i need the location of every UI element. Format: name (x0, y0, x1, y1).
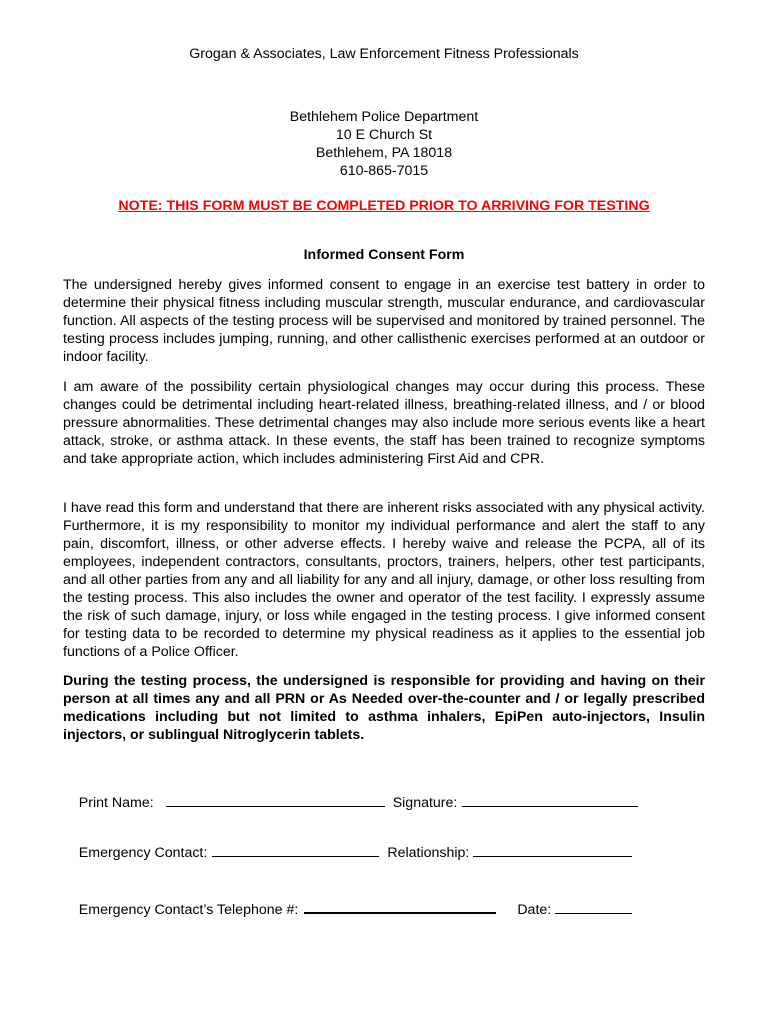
address-line: Bethlehem, PA 18018 (315, 145, 453, 161)
organization-name: Grogan & Associates, Law Enforcement Fitness Professionals (189, 46, 579, 62)
address-line: Bethlehem Police Department (289, 109, 479, 125)
name-signature-row (63, 774, 638, 830)
form-title: Informed Consent Form (303, 247, 465, 263)
date-field[interactable] (555, 899, 632, 914)
risk-paragraph: I am aware of the possibility certain physiological changes may occur during this process. These changes could be detrimental including heart-related illness, breathing-related illness, and / or blood pressure abnormalities. These detrimental changes may also include more serious events like a heart attack, stroke, or asthma attack. In these events, the staff has been trained to recognize symptoms and take appropriate action, which includes administering First Aid and CPR. (63, 379, 705, 467)
date-label: Date: (517, 902, 552, 918)
department-address (0, 108, 768, 180)
completion-note: NOTE: THIS FORM MUST BE COMPLETED PRIOR TO ARRIVING FOR TESTING (118, 198, 650, 214)
relationship-field[interactable] (473, 842, 632, 857)
medication-paragraph: During the testing process, the undersigned is responsible for providing and having on their person at all times any and all PRN or As Needed over-the-counter and / or legally prescribed medications including but not limited to asthma inhalers, EpiPen auto-injectors, Insulin injectors, or sublingual Nitroglycerin tablets. (63, 673, 705, 743)
address-line: 610-865-7015 (339, 163, 429, 179)
signature-field[interactable] (462, 792, 638, 807)
emergency-contact-label: Emergency Contact: (78, 845, 208, 861)
emergency-phone-row (63, 880, 632, 937)
print-name-label: Print Name: (78, 795, 154, 811)
relationship-label: Relationship: (387, 845, 470, 861)
waiver-paragraph: I have read this form and understand that there are inherent risks associated with any physical activity. Furthermore, it is my responsibility to monitor my individual performance and alert the staff to any pain, discomfort, illness, or other adverse effects. I hereby waive and release the PCPA, all of its employees, independent contractors, consultants, proctors, trainers, helpers, other test participants, and all other parties from any and all liability for any and all injury, damage, or other loss resulting from the testing process. This also includes the owner and operator of the test facility. I expressly assume the risk of such damage, injury, or loss while engaged in the testing process. I give informed consent for testing data to be recorded to determine my physical readiness as it applies to the essential job functions of a Police Officer. (63, 500, 705, 660)
emergency-phone-field[interactable] (304, 898, 496, 914)
signature-label: Signature: (392, 795, 458, 811)
emergency-contact-field[interactable] (212, 842, 379, 857)
address-line: 10 E Church St (335, 127, 433, 143)
consent-paragraph: The undersigned hereby gives informed consent to engage in an exercise test battery in order to determine their physical fitness including muscular strength, muscular endurance, and cardiovascular function. All aspects of the testing process will be supervised and monitored by trained personnel. The testing process includes jumping, running, and other callisthenic exercises performed at an outdoor or indoor facility. (63, 277, 705, 365)
emergency-phone-label: Emergency Contact’s Telephone #: (78, 902, 299, 918)
print-name-field[interactable] (166, 792, 385, 807)
emergency-contact-row (63, 824, 632, 880)
